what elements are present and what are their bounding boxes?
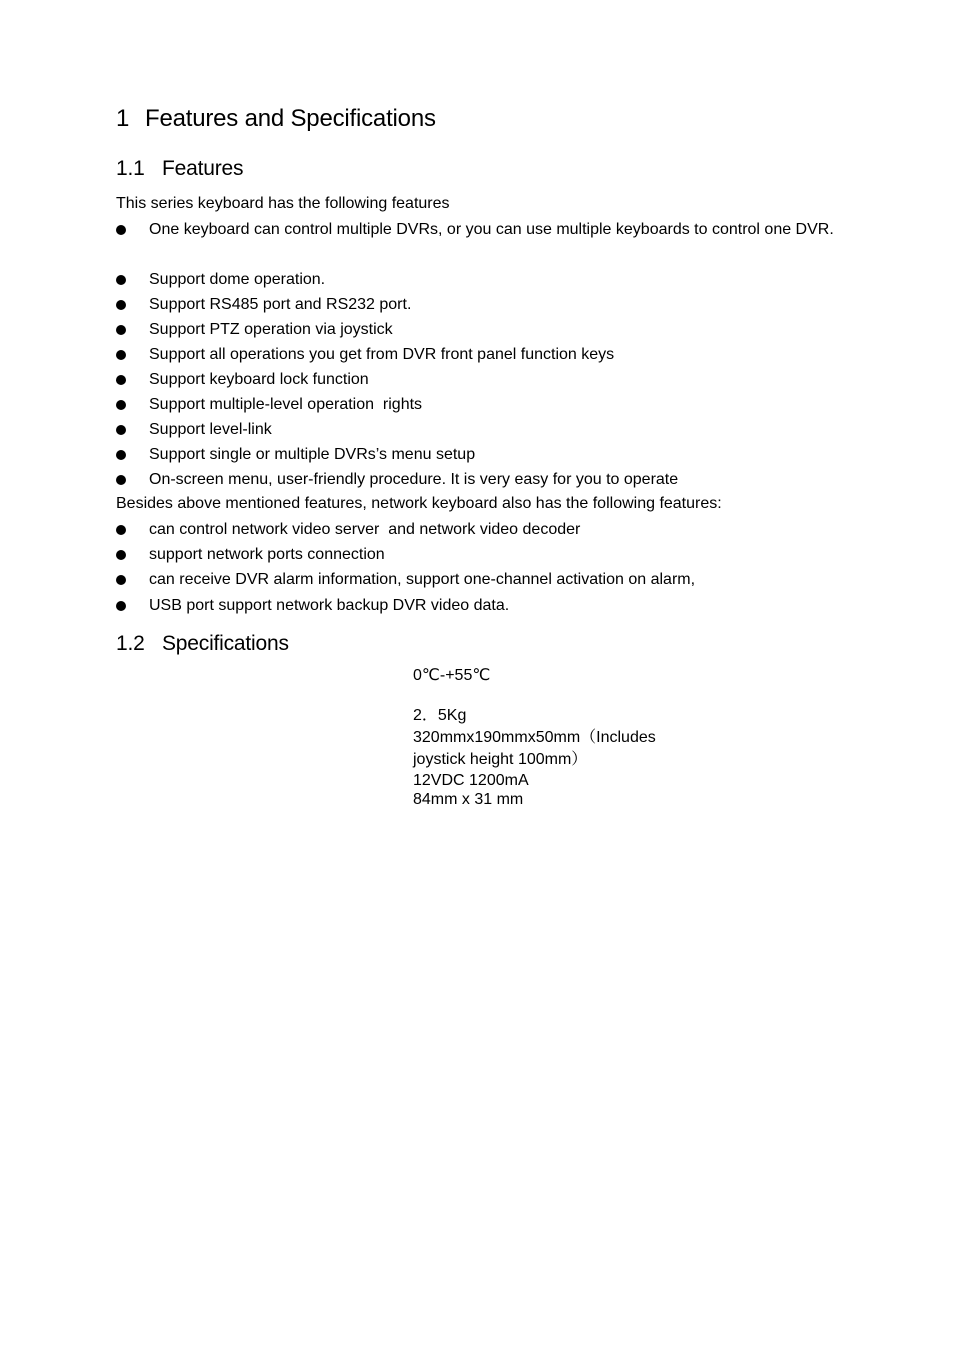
list-item: [116, 317, 840, 342]
list-item: [116, 342, 840, 367]
bullet-icon: [116, 601, 126, 611]
list-item: [116, 593, 840, 618]
list-item-text: On-screen menu, user-friendly procedure. It is very easy for you to operate: [149, 471, 679, 488]
features-heading-number: 1.1: [116, 157, 145, 180]
list-item-text: One keyboard can control multiple DVRs, or you can use multiple keyboards to control one DVR.: [149, 221, 834, 238]
bullet-icon: [116, 375, 126, 385]
bullet-icon: [116, 425, 126, 435]
list-item: [116, 267, 840, 292]
list-item-text: USB port support network backup DVR video data.: [149, 597, 510, 614]
list-item-text: Support single or multiple DVRs’s menu setup: [149, 446, 476, 463]
spec-temperature: 0℃-+55℃: [413, 667, 491, 684]
bullet-icon: [116, 450, 126, 460]
list-item-text: Support all operations you get from DVR front panel function keys: [149, 346, 615, 363]
list-item: [116, 217, 840, 242]
spec-power: 12VDC 1200mA: [413, 772, 529, 789]
bullet-icon: [116, 550, 126, 560]
bullet-icon: [116, 475, 126, 485]
features-heading-text: Features: [162, 157, 244, 180]
bullet-icon: [116, 225, 126, 235]
list-item-text: Support RS485 port and RS232 port.: [149, 296, 412, 313]
spec-dimensions-line2: joystick height 100mm）: [413, 751, 588, 768]
bullet-icon: [116, 525, 126, 535]
list-item-text: Support PTZ operation via joystick: [149, 321, 393, 338]
list-item-text: can receive DVR alarm information, support one-channel activation on alarm,: [149, 571, 696, 588]
list-item: [116, 542, 840, 567]
list-item-text: support network ports connection: [149, 546, 385, 563]
network-intro: Besides above mentioned features, network keyboard also has the following features:: [116, 495, 722, 512]
spec-weight: 2．5Kg: [413, 707, 467, 724]
list-item-text: Support multiple-level operation rights: [149, 396, 423, 413]
bullet-icon: [116, 275, 126, 285]
title-number: 1: [116, 105, 130, 132]
list-item: [116, 392, 840, 417]
specifications-heading-text: Specifications: [162, 632, 289, 655]
list-item: [116, 467, 840, 492]
title-text: Features and Specifications: [145, 105, 436, 132]
bullet-icon: [116, 300, 126, 310]
spec-display: 84mm x 31 mm: [413, 791, 524, 808]
specifications-heading-number: 1.2: [116, 632, 145, 655]
bullet-icon: [116, 575, 126, 585]
spec-dimensions-line1: 320mmx190mmx50mm（Includes: [413, 729, 656, 746]
list-item-text: Support dome operation.: [149, 271, 326, 288]
bullet-icon: [116, 400, 126, 410]
bullet-icon: [116, 325, 126, 335]
list-item-text: Support keyboard lock function: [149, 371, 369, 388]
list-item: [116, 292, 840, 317]
list-item-text: Support level-link: [149, 421, 272, 438]
list-item-text: can control network video server and network video decoder: [149, 521, 581, 538]
bullet-icon: [116, 350, 126, 360]
list-item: [116, 517, 840, 542]
list-item: [116, 417, 840, 442]
list-item: [116, 367, 840, 392]
features-heading: [116, 156, 243, 182]
list-item: [116, 567, 840, 592]
page-title: [116, 104, 436, 134]
list-item: [116, 442, 840, 467]
specifications-heading: [116, 631, 289, 657]
features-intro: This series keyboard has the following features: [116, 195, 450, 212]
